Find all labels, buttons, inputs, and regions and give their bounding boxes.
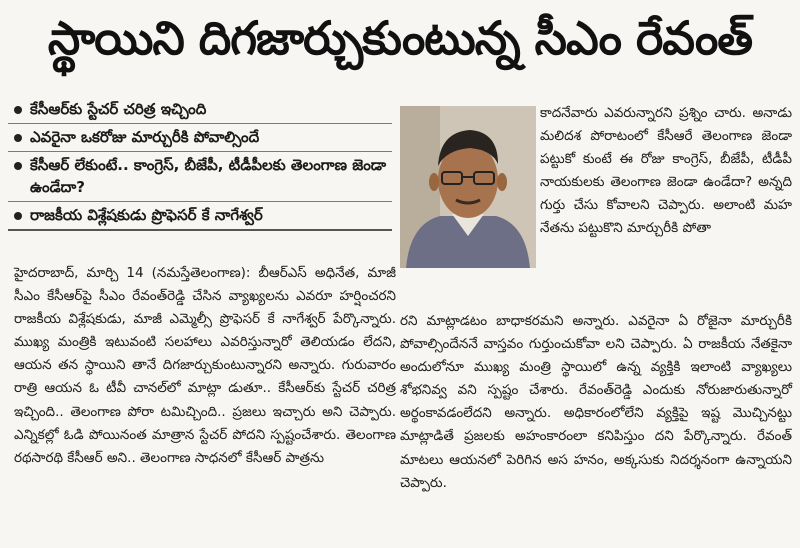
person-photo xyxy=(400,106,536,268)
headline: స్థాయిని దిగజార్చుకుంటున్న సీఎం రేవంత్ xyxy=(47,11,753,65)
bullet-point: కేసీఆర్‌ లేకుంటే.. కాంగ్రెస్‌, బీజేపీ, టీడీపీలకు తెలంగాణ జెండా ఉండేదా? xyxy=(8,152,392,202)
bullet-point: ఎవరైనా ఒకరోజు మార్చురీకి పోవాల్సిందే xyxy=(8,124,392,152)
article-body-lower-right xyxy=(400,310,792,495)
lower-right-text: రని మాట్లాడటం బాధాకరమని అన్నారు. ఎవరైనా ఏ రోజైనా మార్చురీకి పోవాల్సిందేననే వాస్తవం గుర్తుంచుకోవా లని చెప్పారు. ఏ రాజకీయ నేతకైనా అందులోనూ ముఖ్య మంత్రి స్థాయిలో ఉన్న వ్యక్తికి ఇలాంటి వ్యాఖ్యలు శోభనివ్వ వని స్పష్టం చేశారు. రేవంత్‌రెడ్డి ఎందుకు నోరుజారుతున్నారో అర్థంకావడంలేదని అన్నారు. అధికారంలోలేని వ్యక్తిపై ఇష్ట మొచ్చినట్టు మాట్లాడితే ప్రజలకు అహంకారంలా కనిపిస్తుం దని పేర్కొన్నారు. రేవంత్‌ మాటలు ఆయనలో పెరిగిన అస హనం, అక్కసుకు నిదర్శనంగా ఉన్నాయని చెప్పారు. xyxy=(400,313,792,491)
bullet-point: కేసీఆర్‌కు స్టేచర్‌ చరిత్ర ఇచ్చింది xyxy=(8,96,392,124)
bullet-list xyxy=(8,96,392,231)
article-body-right xyxy=(540,102,792,241)
right-column-text: కాదనేవారు ఎవరున్నారని ప్రశ్నిం చారు. అనాడు మలిదశ పోరాటంలో కేసీఆరే తెలంగాణ జెండా పట్టుకో కుంటే ఈ రోజు కాంగ్రెస్‌, బీజేపీ, టీడీపీ నాయకులకు తెలంగాణ జెండా ఉండేదా? అన్నది గుర్తు చేసు కోవాలని చెప్పారు. అలాంటి మహ నేతను పట్టుకొని మార్చురీకి పోతా xyxy=(540,105,792,237)
portrait-illustration xyxy=(400,106,536,268)
bullet-point: రాజకీయ విశ్లేషకుడు ప్రొఫెసర్‌ కే నాగేశ్వర్‌ xyxy=(8,202,392,231)
article-body-left xyxy=(14,262,396,470)
left-column-text: హైదరాబాద్‌, మార్చి 14 (నమస్తేతెలంగాణ): బీఆర్‌ఎస్‌ అధినేత, మాజీ సీఎం కేసీఆర్‌పై సీఎం రేవంత్‌రెడ్డి చేసిన వ్యాఖ్యలను ఎవరూ హర్షించరని రాజకీయ విశ్లేషకుడు, మాజీ ఎమ్మెల్సీ ప్రొఫెసర్‌ కే నాగేశ్వర్‌ పేర్కొన్నారు. ముఖ్య మంత్రికి ఇటువంటి సలహాలు ఎవరిస్తున్నారో తెలియడం లేదని, ఆయన తన స్థాయిని తానే దిగజార్చుకుంటున్నారని అన్నారు. గురువారం రాత్రి ఆయన ఓ టీవీ చానల్‌లో మాట్లా డుతూ.. కేసీఆర్‌కు స్టేచర్‌ చరిత్ర ఇచ్చింది.. తెలంగాణ పోరా టమిచ్చింది.. ప్రజలు ఇచ్చారు అని చెప్పారు. ఎన్నికల్లో ఓడి పోయినంత మాత్రాన స్టేచర్‌ పోదని స్పష్టంచేశారు. తెలంగాణ రథసారథి కేసీఆర్‌ అని.. తెలంగాణ సాధనలో కేసీఆర్‌ పాత్రను xyxy=(14,265,396,466)
